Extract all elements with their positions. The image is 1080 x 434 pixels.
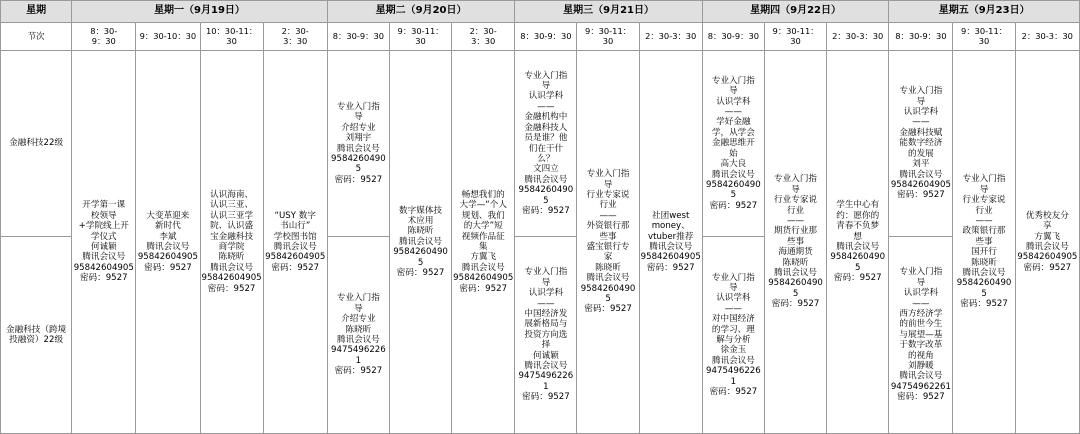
course-cell-fri-1b: 专业入门指 导 认识学科 —— 西方经济学 的前世今生 与展望—基 于数字改革 的视角 刘静暖 腾讯会议号 94754962261 密码：9527 (889, 237, 953, 434)
course-cell-thu-2: 专业入门指 导 行业专家说 行业 —— 期货行业那 些事 海通期货 陈晓昕 腾讯会议号 95842604905 密码：9527 (764, 51, 826, 434)
slot-time: 10：30-11： 30 (200, 23, 263, 51)
slot-time: 9：30-11： 30 (953, 23, 1015, 51)
slot-time: 8：30-9：30 (702, 23, 764, 51)
slot-time: 9：30-11： 30 (764, 23, 826, 51)
course-cell-mon-3: 认识海南、 认识三亚、 认识三亚学 院、认识盛 宝金融科技 商学院 陈晓昕 腾讯会议号 95842604905 密码：9527 (200, 51, 263, 434)
group-label-fintech-crossborder: 金融科技（跨境 投融资）22级 (1, 237, 72, 434)
slot-time: 2：30-3：30 (827, 23, 889, 51)
course-cell-thu-3: 学生中心有 约：愿你的 青春不负梦 想 腾讯会议号 95842604905 密码：9527 (827, 51, 889, 434)
course-cell-thu-1a: 专业入门指 导 认识学科 —— 学好金融 学，从学会 金融思维开 始 高大良 腾讯会议号 95842604905 密码：9527 (702, 51, 764, 237)
day-header-tue: 星期二（9月20日） (327, 1, 515, 23)
course-cell-fri-3: 优秀校友分 享 方翼飞 腾讯会议号 95842604905 密码：9527 (1015, 51, 1079, 434)
slot-time: 8：30-9：30 (889, 23, 953, 51)
course-cell-thu-1b: 专业入门指 导 认识学科 —— 对中国经济 的学习、理 解与分析 徐金玉 腾讯会议号 94754962261 密码：9527 (702, 237, 764, 434)
slot-time: 2：30-3：30 (1015, 23, 1079, 51)
header-row (1, 1, 1080, 23)
course-cell-fri-1a: 专业入门指 导 认识学科 —— 金融科技赋 能数字经济 的发展 刘平 腾讯会议号 95842604905 密码：9527 (889, 51, 953, 237)
course-cell-tue-2: 数字媒体技 术应用 陈晓昕 腾讯会议号 95842604905 密码：9527 (389, 51, 451, 434)
slot-time: 2：30- 3：30 (452, 23, 515, 51)
course-cell-mon-2: 大变革迎来 新时代 李斌 腾讯会议号 95842604905 密码：9527 (136, 51, 200, 434)
slot-time: 2：30-3：30 (639, 23, 702, 51)
slot-time: 8：30-9：30 (515, 23, 577, 51)
course-cell-wed-2: 专业入门指 导 行业专家说 行业 —— 外资银行那 些事 盛宝银行专 家 陈晓昕 腾讯会议号 95842604905 密码：9527 (577, 51, 639, 434)
course-cell-fri-2: 专业入门指 导 行业专家说 行业 —— 政策银行那 些事 国开行 陈晓昕 腾讯会议号 95842604905 密码：9527 (953, 51, 1015, 434)
group-row-fintech (1, 51, 1080, 237)
day-header-fri: 星期五（9月23日） (889, 1, 1080, 23)
day-header-mon: 星期一（9月19日） (72, 1, 328, 23)
course-cell-wed-1b: 专业入门指 导 认识学科 —— 中国经济发 展新格局与 投资方向选 择 何诚颖 腾讯会议号 94754962261 密码：9527 (515, 237, 577, 434)
course-cell-tue-3: 畅想我们的 大学—“个人 规划、我们 的大学”短 视频作品征 集 方翼飞 腾讯会议号 95842604905 密码：9527 (452, 51, 515, 434)
course-cell-wed-1a: 专业入门指 导 认识学科 —— 金融机构中 金融科技人 员是谁？他 们在干什 么？ 文四立 腾讯会议号 95842604905 密码：9527 (515, 51, 577, 237)
course-cell-tue-1a: 专业入门指 导 介绍专业 刘翔宇 腾讯会议号 95842604905 密码：9527 (327, 51, 389, 237)
course-cell-tue-1b: 专业入门指 导 介绍专业 陈晓昕 腾讯会议号 94754962261 密码：9527 (327, 237, 389, 434)
group-label-fintech: 金融科技22级 (1, 51, 72, 237)
course-cell-wed-3: 社团west money、 vtuber推荐 腾讯会议号 95842604905 密码：9527 (639, 51, 702, 434)
slot-time: 2：30- 3：30 (263, 23, 327, 51)
week-label: 星期 (1, 1, 72, 23)
slot-time: 9：30-11： 30 (389, 23, 451, 51)
day-header-wed: 星期三（9月21日） (515, 1, 703, 23)
slot-label: 节次 (1, 23, 72, 51)
slot-time: 9：30-10：30 (136, 23, 200, 51)
day-header-thu: 星期四（9月22日） (702, 1, 889, 23)
slot-time: 8：30-9：30 (327, 23, 389, 51)
slot-time: 8：30- 9：30 (72, 23, 136, 51)
slot-time: 9：30-11： 30 (577, 23, 639, 51)
slot-row (1, 23, 1080, 51)
course-cell-mon-4: “USY 数字 书山行” 学校图书馆 腾讯会议号 95842604905 密码：9527 (263, 51, 327, 434)
course-cell-mon-1: 开学第一课 校领导 +学院线上开 学仪式 何诚颖 腾讯会议号 95842604905 密码：9527 (72, 51, 136, 434)
